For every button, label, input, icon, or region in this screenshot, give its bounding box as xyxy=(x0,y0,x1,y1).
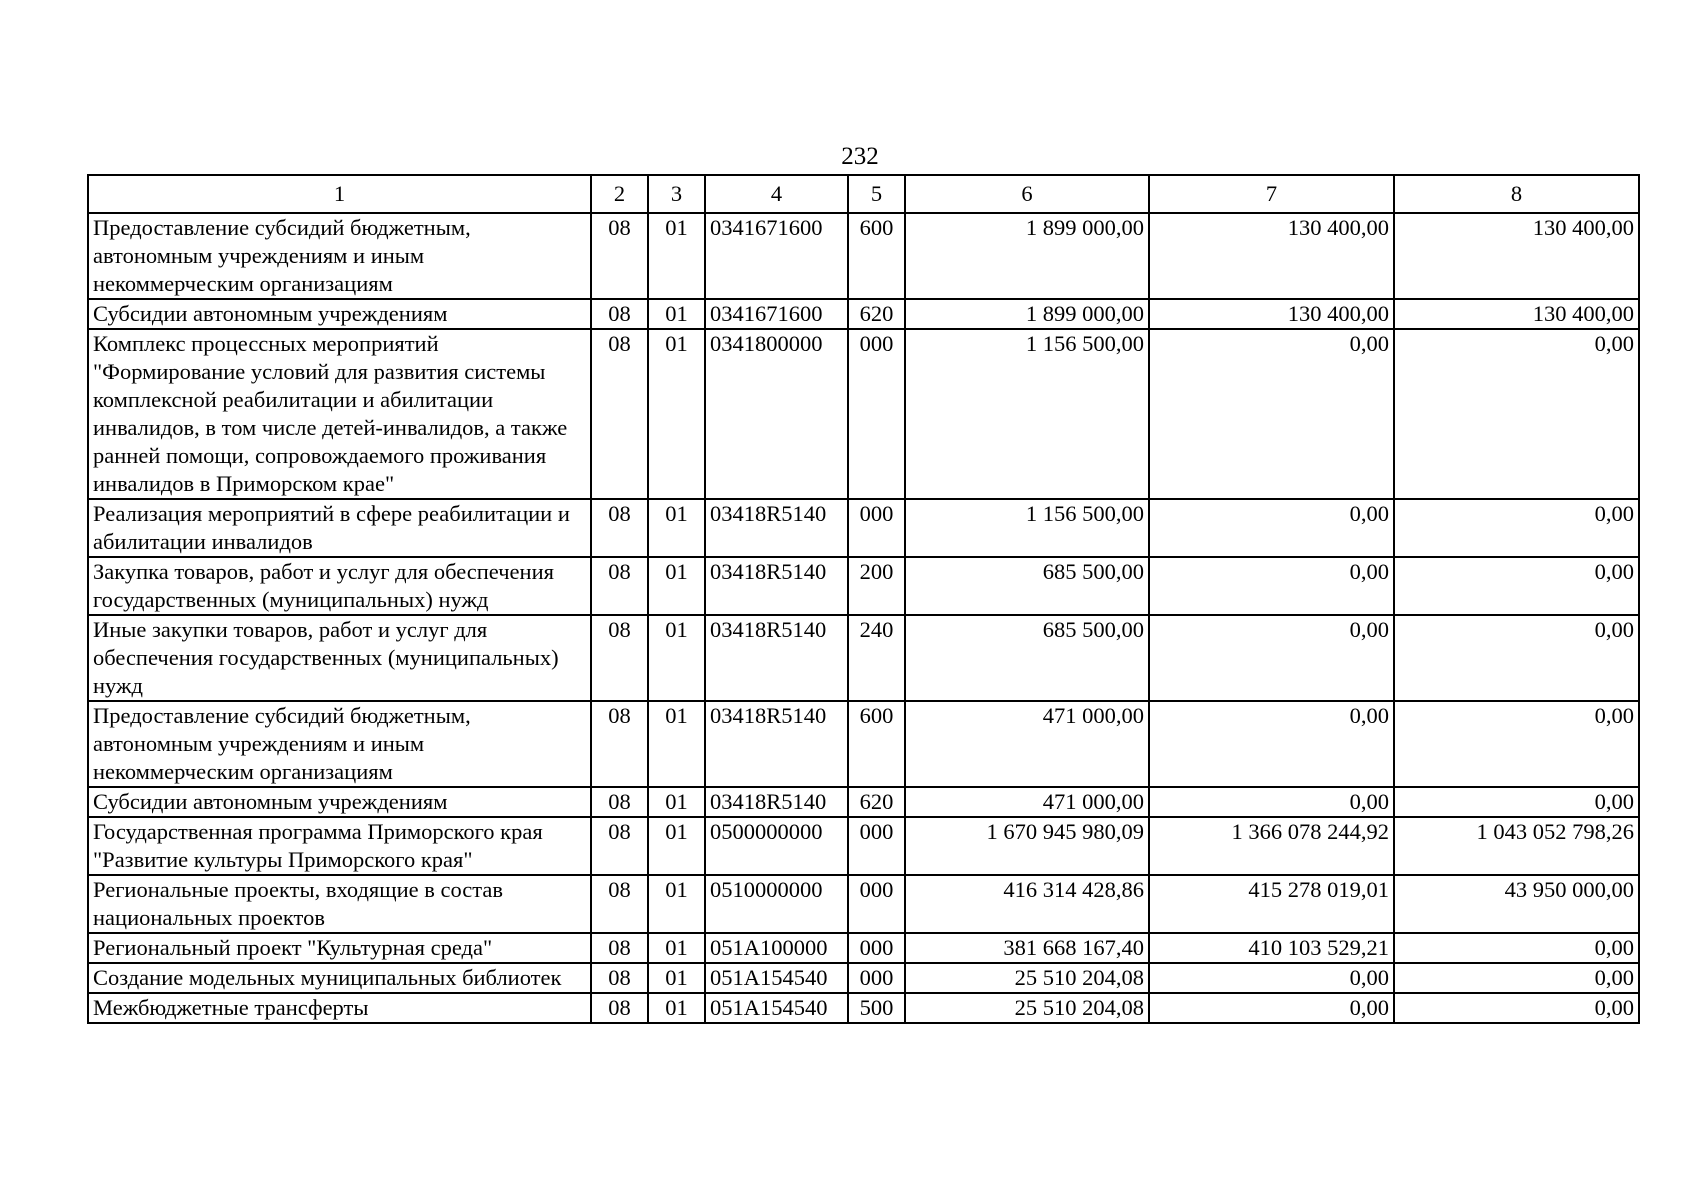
expense-type-code: 000 xyxy=(848,963,905,993)
target-article-code: 051A100000 xyxy=(705,933,848,963)
subsection-code: 01 xyxy=(648,329,705,499)
target-article-code: 0510000000 xyxy=(705,875,848,933)
amount-col-6: 685 500,00 xyxy=(905,615,1149,701)
section-code: 08 xyxy=(591,875,648,933)
target-article-code: 03418R5140 xyxy=(705,499,848,557)
amount-col-7: 0,00 xyxy=(1149,701,1394,787)
amount-col-6: 25 510 204,08 xyxy=(905,993,1149,1023)
amount-col-8: 0,00 xyxy=(1394,499,1639,557)
amount-col-6: 1 156 500,00 xyxy=(905,499,1149,557)
header-cell: 2 xyxy=(591,175,648,213)
expense-type-code: 620 xyxy=(848,787,905,817)
row-name: Субсидии автономным учреждениям xyxy=(88,299,591,329)
subsection-code: 01 xyxy=(648,299,705,329)
amount-col-6: 1 899 000,00 xyxy=(905,213,1149,299)
expense-type-code: 000 xyxy=(848,329,905,499)
amount-col-6: 471 000,00 xyxy=(905,787,1149,817)
amount-col-6: 416 314 428,86 xyxy=(905,875,1149,933)
amount-col-8: 0,00 xyxy=(1394,993,1639,1023)
table-row xyxy=(88,817,1639,875)
expense-type-code: 200 xyxy=(848,557,905,615)
header-cell: 4 xyxy=(705,175,848,213)
subsection-code: 01 xyxy=(648,963,705,993)
expense-type-code: 500 xyxy=(848,993,905,1023)
amount-col-6: 25 510 204,08 xyxy=(905,963,1149,993)
row-name: Предоставление субсидий бюджетным, автономным учреждениям и иным некоммерческим организациям xyxy=(88,701,591,787)
amount-col-8: 43 950 000,00 xyxy=(1394,875,1639,933)
target-article-code: 03418R5140 xyxy=(705,701,848,787)
table-row xyxy=(88,875,1639,933)
subsection-code: 01 xyxy=(648,615,705,701)
table-row xyxy=(88,933,1639,963)
target-article-code: 0341800000 xyxy=(705,329,848,499)
header-cell: 5 xyxy=(848,175,905,213)
row-name: Иные закупки товаров, работ и услуг для обеспечения государственных (муниципальных) нужд xyxy=(88,615,591,701)
section-code: 08 xyxy=(591,817,648,875)
target-article-code: 03418R5140 xyxy=(705,557,848,615)
amount-col-8: 0,00 xyxy=(1394,329,1639,499)
amount-col-6: 471 000,00 xyxy=(905,701,1149,787)
table-row xyxy=(88,499,1639,557)
header-row xyxy=(88,175,1639,213)
table-row xyxy=(88,299,1639,329)
section-code: 08 xyxy=(591,557,648,615)
expense-type-code: 000 xyxy=(848,499,905,557)
subsection-code: 01 xyxy=(648,557,705,615)
row-name: Предоставление субсидий бюджетным, автономным учреждениям и иным некоммерческим организациям xyxy=(88,213,591,299)
table-row xyxy=(88,557,1639,615)
expense-type-code: 000 xyxy=(848,875,905,933)
table-row xyxy=(88,213,1639,299)
amount-col-8: 0,00 xyxy=(1394,787,1639,817)
target-article-code: 03418R5140 xyxy=(705,787,848,817)
row-name: Комплекс процессных мероприятий "Формирование условий для развития системы комплексной реабилитации и абилитации инвалидов, в том числе детей-инвалидов, а также ранней помощи, сопровождаемого проживания инвалидов в Приморском крае" xyxy=(88,329,591,499)
amount-col-8: 0,00 xyxy=(1394,615,1639,701)
section-code: 08 xyxy=(591,213,648,299)
amount-col-6: 685 500,00 xyxy=(905,557,1149,615)
amount-col-7: 1 366 078 244,92 xyxy=(1149,817,1394,875)
amount-col-8: 0,00 xyxy=(1394,701,1639,787)
amount-col-7: 0,00 xyxy=(1149,963,1394,993)
expense-type-code: 620 xyxy=(848,299,905,329)
amount-col-8: 130 400,00 xyxy=(1394,299,1639,329)
expense-type-code: 600 xyxy=(848,701,905,787)
amount-col-7: 0,00 xyxy=(1149,557,1394,615)
section-code: 08 xyxy=(591,701,648,787)
amount-col-7: 0,00 xyxy=(1149,615,1394,701)
header-cell: 3 xyxy=(648,175,705,213)
amount-col-6: 1 670 945 980,09 xyxy=(905,817,1149,875)
row-name: Субсидии автономным учреждениям xyxy=(88,787,591,817)
amount-col-6: 1 899 000,00 xyxy=(905,299,1149,329)
amount-col-7: 0,00 xyxy=(1149,499,1394,557)
row-name: Межбюджетные трансферты xyxy=(88,993,591,1023)
subsection-code: 01 xyxy=(648,817,705,875)
amount-col-7: 130 400,00 xyxy=(1149,213,1394,299)
target-article-code: 0341671600 xyxy=(705,213,848,299)
amount-col-8: 0,00 xyxy=(1394,933,1639,963)
amount-col-7: 410 103 529,21 xyxy=(1149,933,1394,963)
amount-col-8: 1 043 052 798,26 xyxy=(1394,817,1639,875)
subsection-code: 01 xyxy=(648,787,705,817)
row-name: Региональный проект "Культурная среда" xyxy=(88,933,591,963)
amount-col-7: 130 400,00 xyxy=(1149,299,1394,329)
amount-col-7: 0,00 xyxy=(1149,329,1394,499)
subsection-code: 01 xyxy=(648,993,705,1023)
amount-col-7: 0,00 xyxy=(1149,993,1394,1023)
header-cell: 1 xyxy=(88,175,591,213)
header-cell: 8 xyxy=(1394,175,1639,213)
table-row xyxy=(88,615,1639,701)
section-code: 08 xyxy=(591,615,648,701)
amount-col-6: 381 668 167,40 xyxy=(905,933,1149,963)
amount-col-7: 415 278 019,01 xyxy=(1149,875,1394,933)
table-row xyxy=(88,701,1639,787)
row-name: Государственная программа Приморского края "Развитие культуры Приморского края" xyxy=(88,817,591,875)
expense-type-code: 000 xyxy=(848,817,905,875)
table-row xyxy=(88,787,1639,817)
page-number: 232 xyxy=(841,143,879,170)
header-cell: 7 xyxy=(1149,175,1394,213)
target-article-code: 051A154540 xyxy=(705,963,848,993)
target-article-code: 0500000000 xyxy=(705,817,848,875)
amount-col-8: 0,00 xyxy=(1394,557,1639,615)
expense-type-code: 000 xyxy=(848,933,905,963)
budget-table xyxy=(87,174,1640,1024)
row-name: Закупка товаров, работ и услуг для обеспечения государственных (муниципальных) нужд xyxy=(88,557,591,615)
target-article-code: 0341671600 xyxy=(705,299,848,329)
amount-col-6: 1 156 500,00 xyxy=(905,329,1149,499)
row-name: Создание модельных муниципальных библиотек xyxy=(88,963,591,993)
header-cell: 6 xyxy=(905,175,1149,213)
section-code: 08 xyxy=(591,963,648,993)
target-article-code: 03418R5140 xyxy=(705,615,848,701)
amount-col-7: 0,00 xyxy=(1149,787,1394,817)
row-name: Реализация мероприятий в сфере реабилитации и абилитации инвалидов xyxy=(88,499,591,557)
amount-col-8: 130 400,00 xyxy=(1394,213,1639,299)
subsection-code: 01 xyxy=(648,701,705,787)
table-row xyxy=(88,329,1639,499)
section-code: 08 xyxy=(591,933,648,963)
section-code: 08 xyxy=(591,499,648,557)
expense-type-code: 600 xyxy=(848,213,905,299)
subsection-code: 01 xyxy=(648,213,705,299)
subsection-code: 01 xyxy=(648,875,705,933)
amount-col-8: 0,00 xyxy=(1394,963,1639,993)
section-code: 08 xyxy=(591,299,648,329)
table-row xyxy=(88,963,1639,993)
section-code: 08 xyxy=(591,329,648,499)
subsection-code: 01 xyxy=(648,499,705,557)
expense-type-code: 240 xyxy=(848,615,905,701)
section-code: 08 xyxy=(591,787,648,817)
subsection-code: 01 xyxy=(648,933,705,963)
target-article-code: 051A154540 xyxy=(705,993,848,1023)
section-code: 08 xyxy=(591,993,648,1023)
row-name: Региональные проекты, входящие в состав национальных проектов xyxy=(88,875,591,933)
table-row xyxy=(88,993,1639,1023)
